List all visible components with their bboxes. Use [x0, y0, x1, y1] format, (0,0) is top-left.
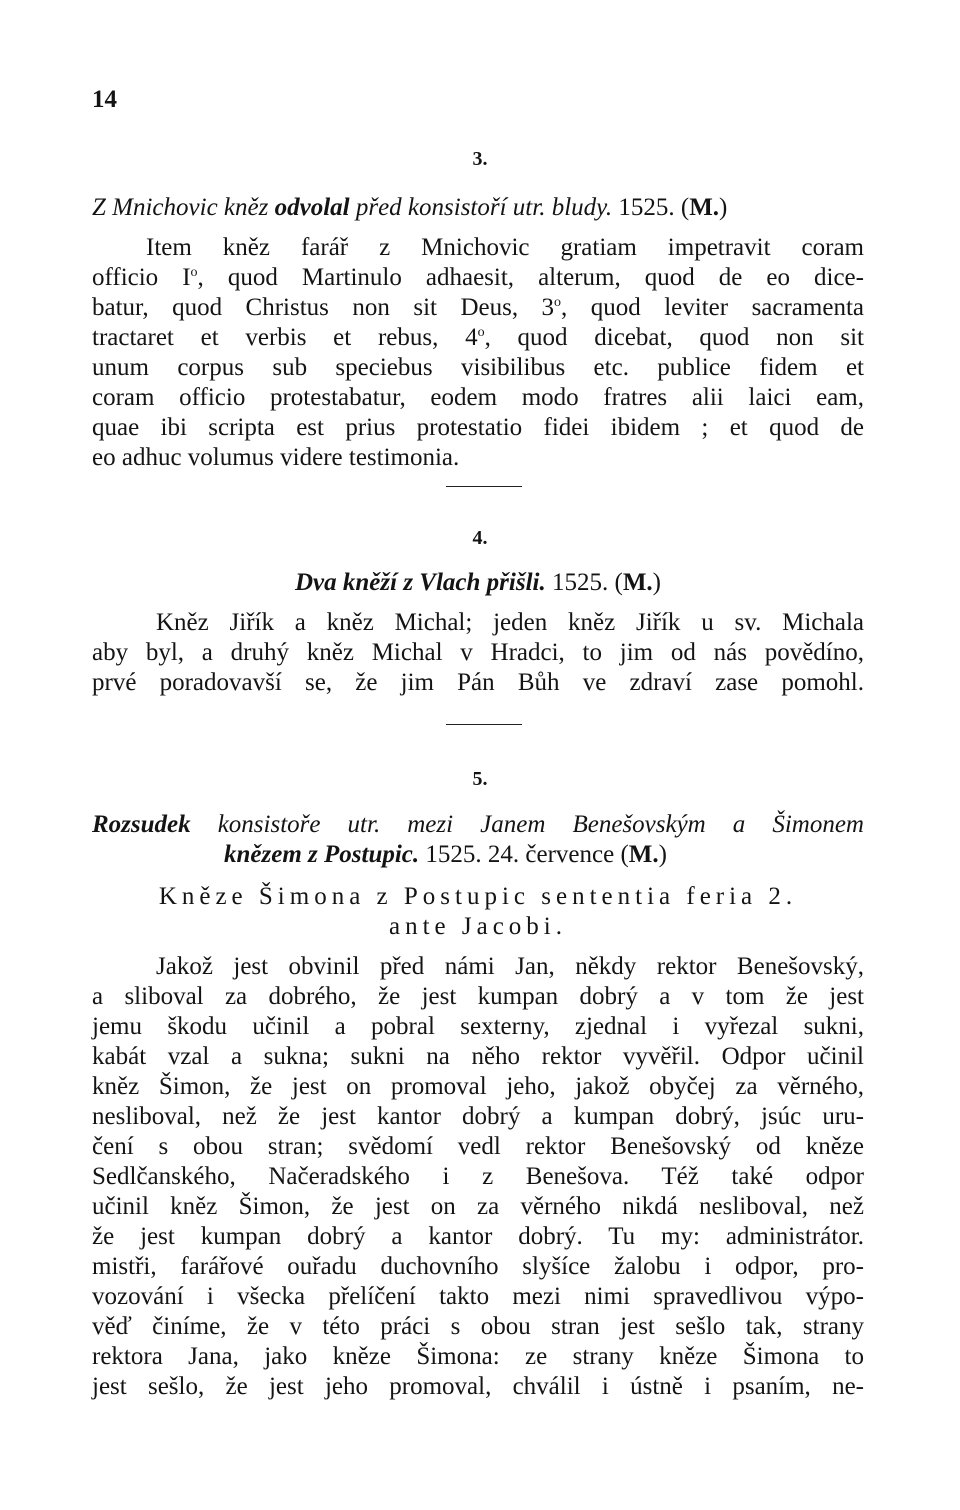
- heading-italic: konsistoře utr. mezi Janem Benešovským a Šimonem: [217, 811, 864, 838]
- text: , quod dicebat, quod non sit: [484, 324, 864, 351]
- body-line: čení s obou stran; svědomí vedl rektor Benešovský od kněze: [92, 1133, 864, 1160]
- section-number: 5.: [472, 768, 488, 790]
- heading-date: 1525. 24. července (: [425, 841, 629, 868]
- text: , quod Martinulo adhaesit, alterum, quod de eo dice-: [197, 264, 864, 291]
- body-line: vozování i všecka přelíčení takto mezi nimi spravedlivou výpo-: [92, 1283, 864, 1310]
- sentence-title: ante Jacobi.: [388, 913, 567, 940]
- body-line: že jest kumpan dobrý a kantor dobrý. Tu my: administrátor.: [92, 1223, 864, 1250]
- heading-close: ): [658, 841, 667, 868]
- section-heading: [92, 810, 864, 840]
- body-line: jest sešlo, že jest jeho promoval, chválil i ústně i psaním, ne-: [92, 1373, 864, 1400]
- body-line: Kněz Jiřík a kněz Michal; jeden kněz Jiřík u sv. Michala: [156, 609, 864, 636]
- heading-italic: před konsistoří utr. bludy.: [355, 194, 613, 221]
- heading-source: M.: [622, 569, 653, 596]
- body-line: Item kněz farář z Mnichovic gratiam impetravit coram: [146, 234, 864, 261]
- section-heading: [92, 193, 864, 223]
- body-line: učinil kněz Šimon, že jest on za věrného nikdá nesliboval, než: [92, 1193, 864, 1220]
- body-line: jemu škodu učinil a pobral sexterny, zjednal i vyřezal sukni,: [92, 1013, 864, 1040]
- heading-italic: Dva kněží z Vlach přišli.: [295, 569, 546, 596]
- heading-italic: Z Mnichovic kněz: [92, 194, 269, 221]
- body-line: quae ibi scripta est prius protestatio fidei ibidem ; et quod de: [92, 414, 864, 441]
- text: tractaret et verbis et rebus, 4: [92, 324, 478, 351]
- text: officio I: [92, 264, 191, 291]
- heading-bold: odvolal: [274, 194, 350, 221]
- section-number: 3.: [472, 148, 488, 170]
- heading-bold: Rozsudek: [92, 811, 191, 838]
- body-line: unum corpus sub speciebus visibilibus etc. publice fidem et: [92, 354, 864, 381]
- heading-source: M.: [628, 841, 659, 868]
- body-line: coram officio protestabatur, eodem modo fratres alii laici eam,: [92, 384, 864, 411]
- body-line: Jakož jest obvinil před námi Jan, někdy rektor Benešovský,: [156, 953, 864, 980]
- superscript: o: [190, 265, 198, 280]
- body-line: eo adhuc volumus videre testimonia.: [92, 444, 460, 471]
- section-heading: [224, 840, 864, 870]
- text: , quod leviter sacramenta: [561, 294, 864, 321]
- body-line: [92, 263, 864, 293]
- section-divider: [446, 486, 522, 487]
- body-line: [92, 293, 864, 323]
- body-line: mistři, farářové ouřadu duchovního slyšíce žalobu i odpor, pro-: [92, 1253, 864, 1280]
- body-line: aby byl, a druhý kněz Michal v Hradci, to jim od nás povědíno,: [92, 639, 864, 666]
- heading-close: ): [652, 569, 661, 596]
- heading-close: ): [719, 194, 728, 221]
- heading-source: M.: [689, 194, 720, 221]
- superscript: o: [477, 325, 485, 340]
- page-number: 14: [92, 86, 117, 113]
- superscript: o: [554, 295, 562, 310]
- body-line: věď činíme, že v této práci s obou stran jest sešlo tak, strany: [92, 1313, 864, 1340]
- section-heading: [92, 568, 864, 598]
- body-line: rektora Jana, jako kněze Šimona: ze strany kněze Šimona to: [92, 1343, 864, 1370]
- body-line: nesliboval, než že jest kantor dobrý a kumpan dobrý, jsúc uru-: [92, 1103, 864, 1130]
- sentence-title: Kněze Šimona z Postupic sententia feria 2.: [158, 883, 798, 910]
- body-line: prvé poradovavší se, že jim Pán Bůh ve zdraví zase pomohl.: [92, 669, 864, 696]
- heading-year: 1525. (: [551, 569, 623, 596]
- body-line: kabát vzal a sukna; sukni na něho rektor vyvěřil. Odpor učinil: [92, 1043, 864, 1070]
- section-divider: [446, 724, 522, 725]
- body-line: a sliboval za dobrého, že jest kumpan dobrý a v tom že jest: [92, 983, 864, 1010]
- body-line: [92, 323, 864, 353]
- heading-bold: knězem z Postupic.: [224, 841, 420, 868]
- text: batur, quod Christus non sit Deus, 3: [92, 294, 555, 321]
- body-line: kněz Šimon, že jest on promoval jeho, jakož obyčej za věrného,: [92, 1073, 864, 1100]
- body-line: Sedlčanského, Načeradského i z Benešova. Též také odpor: [92, 1163, 864, 1190]
- heading-year: 1525. (: [618, 194, 690, 221]
- section-number: 4.: [472, 527, 488, 549]
